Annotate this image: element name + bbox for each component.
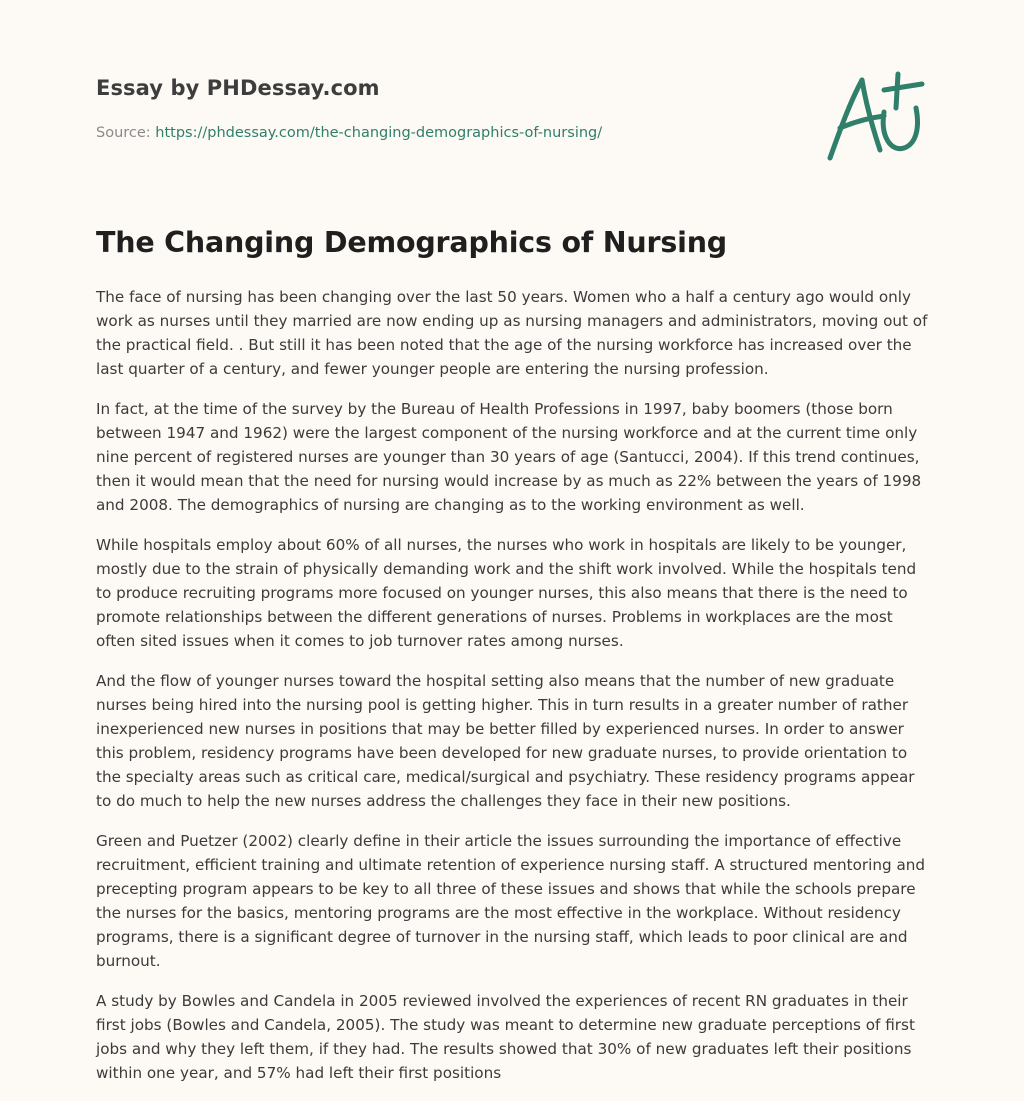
essay-body [96, 285, 932, 1101]
paragraph: The face of nursing has been changing over the last 50 years. Women who a half a century ago would only work as nurses until they married are now ending up as nursing managers and administrators, moving out of the practical field. . But still it has been noted that the age of the nursing workforce has increased over the last quarter of a century, and fewer younger people are entering the nursing profession. [96, 288, 928, 378]
header [96, 76, 928, 141]
source-line [96, 125, 602, 141]
paragraph: And the flow of younger nurses toward the hospital setting also means that the number of new graduate nurses being hired into the nursing pool is getting higher. This in turn results in a greater number of rather inexperienced new nurses in positions that may be better filled by experienced nurses. In order to answer this problem, residency programs have been developed for new graduate nurses, to provide orientation to the specialty areas such as critical care, medical/surgical and psychiatry. These residency programs appear to do much to help the new nurses address the challenges they face in their new positions. [96, 672, 915, 810]
paragraph: In fact, at the time of the survey by the Bureau of Health Professions in 1997, baby boomers (those born between 1947 and 1962) were the largest component of the nursing workforce and at the current time only nine percent of registered nurses are younger than 30 years of age (Santucci, 2004). If this trend continues, then it would mean that the need for nursing would increase by as much as 22% between the years of 1998 and 2008. The demographics of nursing are changing as to the working environment as well. [96, 400, 922, 514]
paragraph: A study by Bowles and Candela in 2005 reviewed involved the experiences of recent RN graduates in their first jobs (Bowles and Candela, 2005). The study was meant to determine new graduate perceptions of first jobs and why they left them, if they had. The results showed that 30% of new graduates left their positions within one year, and 57% had left their first positions [96, 992, 915, 1082]
paragraph: While hospitals employ about 60% of all nurses, the nurses who work in hospitals are likely to be younger, mostly due to the strain of physically demanding work and the shift work involved. While the hospitals tend to produce recruiting programs more focused on younger nurses, this also means that there is the need to promote relationships between the different generations of nurses. Problems in workplaces are the most often sited issues when it comes to job turnover rates among nurses. [96, 536, 917, 650]
source-label: Source: [96, 125, 151, 141]
paragraph: Green and Puetzer (2002) clearly define in their article the issues surrounding the importance of effective recruitment, efficient training and ultimate retention of experience nursing staff. A structured mentoring and precepting program appears to be key to all three of these issues and shows that while the schools prepare the nurses for the basics, mentoring programs are the most effective in the workplace. Without residency programs, there is a significant degree of turnover in the nursing staff, which leads to poor clinical are and burnout. [96, 832, 926, 970]
a-plus-logo-icon [822, 68, 930, 168]
essay-title: The Changing Demographics of Nursing [96, 226, 728, 259]
source-link[interactable]: https://phdessay.com/the-changing-demographics-of-nursing/ [155, 125, 603, 141]
site-brand: Essay by PHDessay.com [96, 76, 380, 100]
